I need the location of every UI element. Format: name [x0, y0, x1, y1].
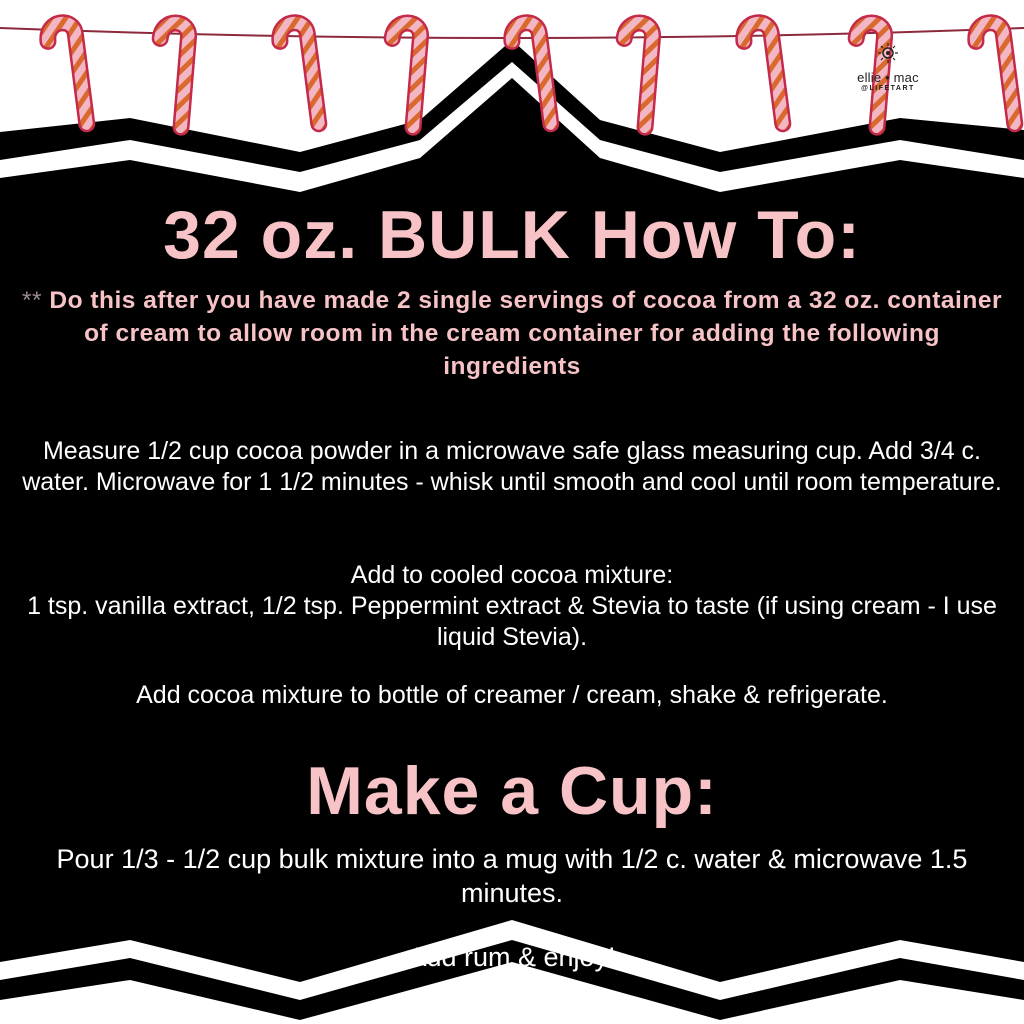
logo-name: ellie • mac [857, 70, 919, 85]
logo-handle: @LIFETART [861, 85, 915, 92]
note-asterisks: ** [22, 287, 43, 314]
cup-title: Make a Cup: [306, 753, 718, 829]
note-text: Do this after you have made 2 single servings of cocoa from a 32 oz. container of cream to allow room in the cream container for adding the following ingredients [49, 287, 1002, 380]
bulk-note [18, 284, 1006, 383]
step-3: Add cocoa mixture to bottle of creamer / cream, shake & refrigerate. [136, 681, 888, 709]
cup-closing: Add rum & enjoy! [408, 942, 616, 972]
cup-instruction: Pour 1/3 - 1/2 cup bulk mixture into a mug with 1/2 c. water & microwave 1.5 minutes. [56, 844, 968, 908]
bulk-title: 32 oz. BULK How To: [163, 197, 861, 273]
step-1: Measure 1/2 cup cocoa powder in a microwave safe glass measuring cup. Add 3/4 c. water. Microwave for 1 1/2 minutes - whisk until smooth and cool until room temperature. [22, 437, 1002, 496]
step-2: Add to cooled cocoa mixture: 1 tsp. vanilla extract, 1/2 tsp. Peppermint extract & Stevia to taste (if using cream - I use liquid Stevia). [27, 561, 997, 651]
